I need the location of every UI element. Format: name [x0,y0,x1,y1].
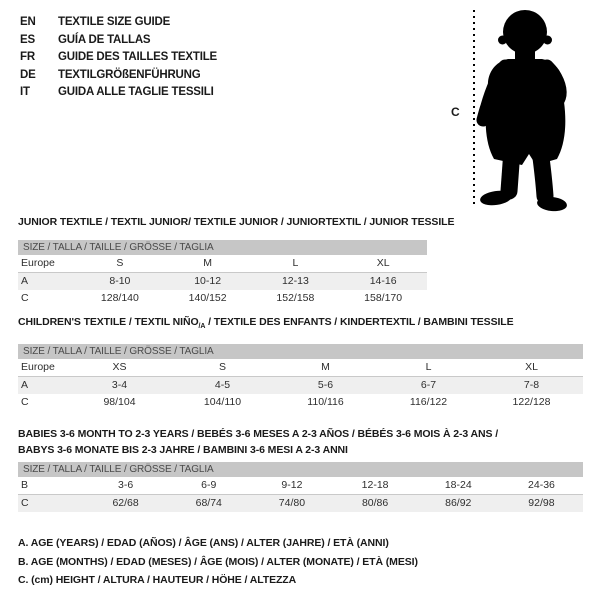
size-cell: 86/92 [445,497,472,509]
babies-table-title [18,426,498,458]
size-cell: 116/122 [409,396,448,408]
title-text: / TEXTILE DES ENFANTS / KINDERTEXTIL / BAMBINI TESSILE [205,316,514,328]
size-cell: 6-7 [420,379,437,391]
language-code: DE [20,68,36,81]
size-cell: 12-13 [281,275,309,287]
size-cell: XS [112,361,127,373]
size-cell: 9-12 [281,479,303,491]
size-cell: 3-6 [117,479,134,491]
table-row [18,377,583,394]
table-row [18,290,427,307]
babies-size-table [18,462,583,512]
language-row [20,49,217,67]
table-row [18,477,583,495]
babies-title-line1: BABIES 3-6 MONTH TO 2-3 YEARS / BEBÉS 3-6 MESES A 2-3 AÑOS / BÉBÉS 3-6 MOIS À 2-3 ANS / [18,428,499,440]
size-cell: 92/98 [528,497,555,509]
row-label-cell: Europe [21,257,55,269]
language-row [20,32,217,50]
size-header-bar: SIZE / TALLA / TAILLE / GRÖSSE / TAGLIA [18,344,583,359]
size-cell: XL [376,257,390,269]
children-table-title [18,316,514,330]
size-cell: S [116,257,124,269]
children-size-table [18,344,583,411]
size-cell: 62/68 [112,497,139,509]
language-row [20,84,217,102]
language-title: GUÍA DE TALLAS [58,33,151,46]
footnote-c: C. (cm) HEIGHT / ALTURA / HAUTEUR / HÖHE / ALTEZZA [18,574,297,586]
size-cell: 80/86 [361,497,389,509]
size-header-bar: SIZE / TALLA / TAILLE / GRÖSSE / TAGLIA [18,240,427,255]
size-cell: 128/140 [100,292,139,304]
size-cell: 18-24 [444,479,472,491]
row-label-cell: B [21,479,29,491]
babies-title-line2: BABYS 3-6 MONATE BIS 2-3 JAHRE / BAMBINI 3-6 MESI A 2-3 ANNI [18,444,348,456]
table-row [18,255,427,273]
baby-silhouette-icon [468,2,584,214]
size-cell: 7-8 [523,379,540,391]
junior-size-table [18,240,427,307]
size-cell: 104/110 [203,396,242,408]
size-cell: 8-10 [109,275,131,287]
size-cell: 5-6 [317,379,334,391]
size-cell: 140/152 [188,292,227,304]
height-label-c: C [451,105,460,119]
size-cell: 14-16 [369,275,397,287]
size-cell: 4-5 [214,379,231,391]
table-row [18,394,583,411]
footnote-b: B. AGE (MONTHS) / EDAD (MESES) / ÂGE (MOIS) / ALTER (MONATE) / ETÀ (MESI) [18,555,418,568]
junior-table-title: JUNIOR TEXTILE / TEXTIL JUNIOR/ TEXTILE JUNIOR / JUNIORTEXTIL / JUNIOR TESSILE [18,216,455,228]
size-cell: L [292,257,299,269]
title-text: CHILDREN'S TEXTILE / TEXTIL NIÑO [18,316,199,328]
size-cell: 6-9 [201,479,217,491]
language-title: TEXTILE SIZE GUIDE [58,16,171,28]
size-cell: 158/170 [364,292,403,304]
size-cell: 3-4 [111,379,128,391]
footnote-a: A. AGE (YEARS) / EDAD (AÑOS) / ÂGE (ANS) / ALTER (JAHRE) / ETÀ (ANNI) [18,537,389,549]
size-cell: M [321,361,330,373]
size-cell: 12-18 [361,479,389,491]
row-label-cell: C [21,396,29,408]
row-label-cell: C [21,292,29,304]
table-row [18,359,583,377]
size-cell: 122/128 [512,396,551,408]
footnotes [18,534,418,590]
language-code: FR [20,51,35,63]
size-cell: 24-36 [528,479,555,491]
size-header-bar: SIZE / TALLA / TAILLE / GRÖSSE / TAGLIA [18,462,583,477]
size-cell: 110/116 [307,396,344,408]
size-cell: 68/74 [195,497,222,509]
language-code: ES [20,33,35,46]
language-code: EN [20,16,36,28]
language-title: GUIDA ALLE TAGLIE TESSILI [58,86,214,98]
size-cell: M [203,257,212,269]
size-cell: 98/104 [103,396,136,408]
size-cell: XL [525,361,538,373]
size-cell: L [425,361,432,373]
language-title: TEXTILGRÖßENFÜHRUNG [58,68,201,81]
table-row [18,495,583,512]
row-label-cell: A [21,379,29,391]
language-row [20,14,217,32]
row-label-cell: A [21,275,29,287]
row-label-cell: Europe [21,361,55,373]
language-title: GUIDE DES TAILLES TEXTILE [58,51,217,63]
size-cell: 74/80 [278,497,306,509]
language-row [20,67,217,85]
language-code: IT [20,86,30,98]
size-cell: S [218,361,226,373]
size-cell: 152/158 [276,292,315,304]
language-list [20,14,217,102]
table-row [18,273,427,290]
row-label-cell: C [21,497,29,509]
size-cell: 10-12 [194,275,222,287]
title-subscript: /A [198,323,206,331]
